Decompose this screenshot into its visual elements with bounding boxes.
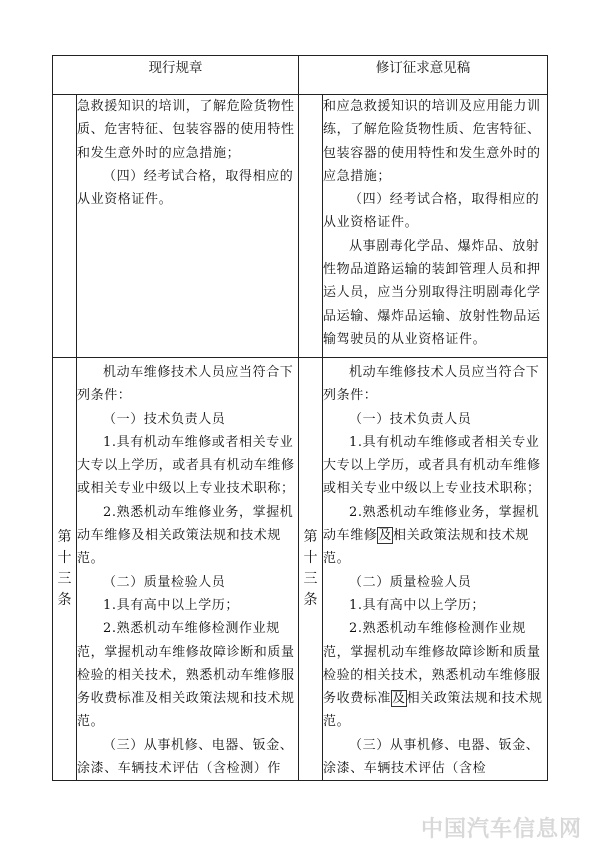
paragraph: （一）技术负责人员 xyxy=(103,411,226,427)
paragraph: （三）从事机修、电器、钣金、涂漆、车辆技术评估（含检 xyxy=(323,737,540,777)
paragraph: （四）经考试合格，取得相应的从业资格证件。 xyxy=(323,192,540,231)
paragraph: 和应急救援知识的培训及应用能力训练，了解危险货物性质、危害特征、包装容器的使用特性和发生意外时的应急措施； xyxy=(323,99,541,184)
article-char: 三 xyxy=(57,571,72,588)
article-char: 第 xyxy=(57,529,72,546)
paragraph: 1.具有高中以上学历； xyxy=(349,597,486,613)
text-run: 相关政策法规和技术规范。 xyxy=(323,691,543,730)
article-cell-empty xyxy=(53,95,77,358)
watermark-logo: 中国汽车信息网 xyxy=(420,817,582,842)
article-cell-empty xyxy=(299,95,323,358)
text-run: 相关政策法规和技术规范。 xyxy=(323,528,530,567)
paragraph: （二）质量检验人员 xyxy=(103,574,226,590)
text-run: 2.熟悉机动车维修检测作业规范，掌握机动车维修故障诊断和质量检验的相关技术，熟悉机动车维修服务收费标准 xyxy=(323,621,541,707)
header-current: 现行规章 xyxy=(53,56,299,95)
article-char: 条 xyxy=(57,592,72,609)
paragraph: 2.熟悉机动车维修检测作业规范，掌握机动车维修故障诊断和质量检验的相关技术，熟悉机动车维修服务收费标准及相关政策法规和技术规范。 xyxy=(77,621,295,730)
table-row xyxy=(53,95,548,358)
comparison-table xyxy=(52,55,548,781)
paragraph: 急救援知识的培训，了解危险货物性质、危害特征、包装容器的使用特性和发生意外时的应急措施； xyxy=(77,99,295,161)
revised-text-cell xyxy=(323,358,548,781)
paragraph: 机动车维修技术人员应当符合下列条件： xyxy=(77,365,294,404)
paragraph: 1.具有机动车维修或者相关专业大专以上学历，或者具有机动车维修或相关专业中级以上专业技术职称； xyxy=(323,434,541,497)
revision-mark: 及 xyxy=(378,528,393,544)
paragraph: 机动车维修技术人员应当符合下列条件： xyxy=(323,365,540,404)
paragraph: 2.熟悉机动车维修业务，掌握机动车维修及相关政策法规和技术规范。 xyxy=(77,504,294,567)
article-label-revised xyxy=(299,358,323,781)
table-row xyxy=(53,358,548,781)
paragraph: （三）从事机修、电器、钣金、涂漆、车辆技术评估（含检测）作 xyxy=(77,737,294,777)
paragraph xyxy=(323,617,547,733)
article-char: 第 xyxy=(303,529,318,546)
paragraph: （四）经考试合格，取得相应的从业资格证件。 xyxy=(77,168,294,208)
text-run: 2.熟悉机动车维修业务，掌握机动车维修 xyxy=(323,504,540,544)
header-row xyxy=(53,56,548,95)
paragraph: 从事剧毒化学品、爆炸品、放射性物品道路运输的装卸管理人员和押运人员，应当分别取得注明剧毒化学品运输、爆炸品运输、放射性物品运输驾驶员的从业资格证件。 xyxy=(323,238,541,347)
paragraph: 1.具有高中以上学历； xyxy=(103,597,240,613)
revision-mark: 及 xyxy=(392,691,406,707)
revised-text-cell xyxy=(323,95,548,358)
article-char: 十 xyxy=(57,550,72,567)
current-text-cell xyxy=(77,358,299,781)
paragraph: （一）技术负责人员 xyxy=(349,411,472,427)
current-text-cell xyxy=(77,95,299,358)
paragraph: 1.具有机动车维修或者相关专业大专以上学历，或者具有机动车维修或相关专业中级以上专业技术职称； xyxy=(77,434,295,497)
paragraph xyxy=(323,501,547,571)
article-char: 条 xyxy=(303,592,318,609)
paragraph: （二）质量检验人员 xyxy=(349,574,472,590)
article-char: 十 xyxy=(303,550,318,567)
article-char: 三 xyxy=(303,571,318,588)
article-label-current xyxy=(53,358,77,781)
header-revised: 修订征求意见稿 xyxy=(299,56,548,95)
